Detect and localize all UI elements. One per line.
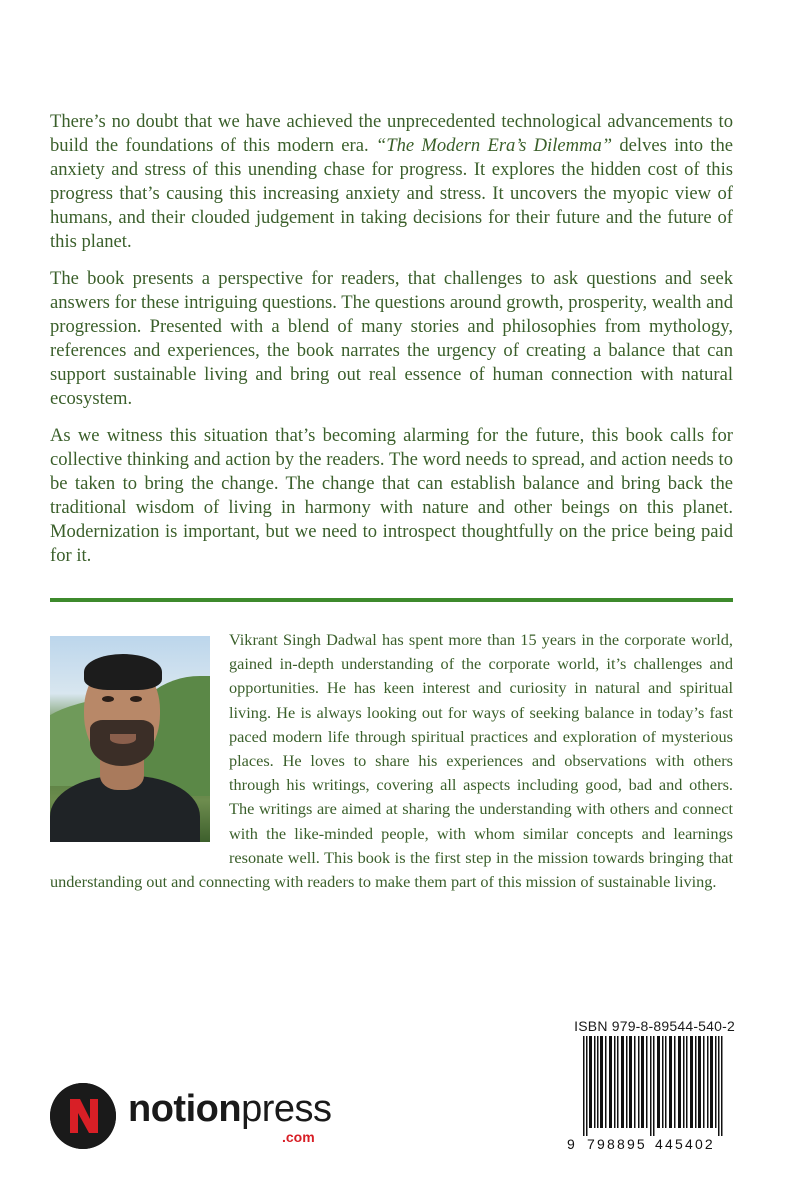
section-divider bbox=[50, 598, 733, 602]
publisher-name-regular: press bbox=[241, 1088, 332, 1130]
isbn-label: ISBN 979-8-89544-540-2 bbox=[574, 1018, 735, 1034]
publisher-domain-suffix: .com bbox=[282, 1129, 315, 1145]
publisher-logo bbox=[50, 1083, 370, 1153]
author-section bbox=[50, 628, 733, 894]
publisher-name-bold: notion bbox=[128, 1088, 242, 1130]
barcode-digits-right: 445402 bbox=[655, 1136, 715, 1152]
book-title-quote: “The Modern Era’s Dilemma” bbox=[375, 135, 613, 156]
back-cover-blurb bbox=[50, 110, 733, 581]
blurb-paragraph-1 bbox=[50, 110, 733, 254]
notionpress-logo-icon bbox=[50, 1083, 116, 1149]
blurb-paragraph-3: As we witness this situation that’s becoming alarming for the future, this book calls for collective thinking and action by the readers. The word needs to spread, and action needs to be taken to bring the change. The change that can establish balance and bring back the traditional wisdom of living in harmony with nature and other beings on this planet. Modernization is important, but we need to introspect thoughtfully on the price being paid for it. bbox=[50, 425, 733, 566]
blurb-p1-rest: delves into the anxiety and stress of this unending chase for progress. It explores the hidden cost of this progress that’s causing this increasing anxiety and stress. It uncovers the myopic view of humans, and their clouded judgement in taking decisions for their future and the future of this planet. bbox=[50, 135, 733, 252]
author-photo bbox=[50, 636, 210, 842]
barcode-digit-first: 9 bbox=[567, 1136, 575, 1152]
blurb-paragraph-2: The book presents a perspective for readers, that challenges to ask questions and seek answers for these intriguing questions. The questions around growth, prosperity, wealth and progression. Presented with a blend of many stories and philosophies from mythology, references and experiences, the book narrates the urgency of creating a balance that can support sustainable living and bring out real essence of human connection with natural ecosystem. bbox=[50, 268, 733, 409]
barcode-icon bbox=[583, 1036, 723, 1136]
barcode-digits-left: 798895 bbox=[587, 1136, 647, 1152]
author-bio: Vikrant Singh Dadwal has spent more than 15 years in the corporate world, gained in-depth understanding of the corporate world, it’s challenges and opportunities. He has keen interest and curiosity in natural and spiritual living. He is always looking out for ways of seeking balance in today’s fast paced modern life through spiritual practices and exploration of mysterious places. He loves to share his experiences and observations with others through his writings, covering all aspects including good, bad and others. The writings are aimed at sharing the understanding with others and connect with the like-minded people, with whom similar concepts and learnings resonate well. This book is the first step in the mission towards bringing that understanding out and connecting with readers to make them part of this mission of sustainable living. bbox=[50, 630, 733, 892]
publisher-name bbox=[128, 1089, 331, 1129]
isbn-barcode bbox=[563, 1036, 735, 1154]
blurb-p1-intro: There’s no doubt that we have achieved the unprecedented technological advancements to build the foundations of this modern era. bbox=[50, 111, 733, 156]
